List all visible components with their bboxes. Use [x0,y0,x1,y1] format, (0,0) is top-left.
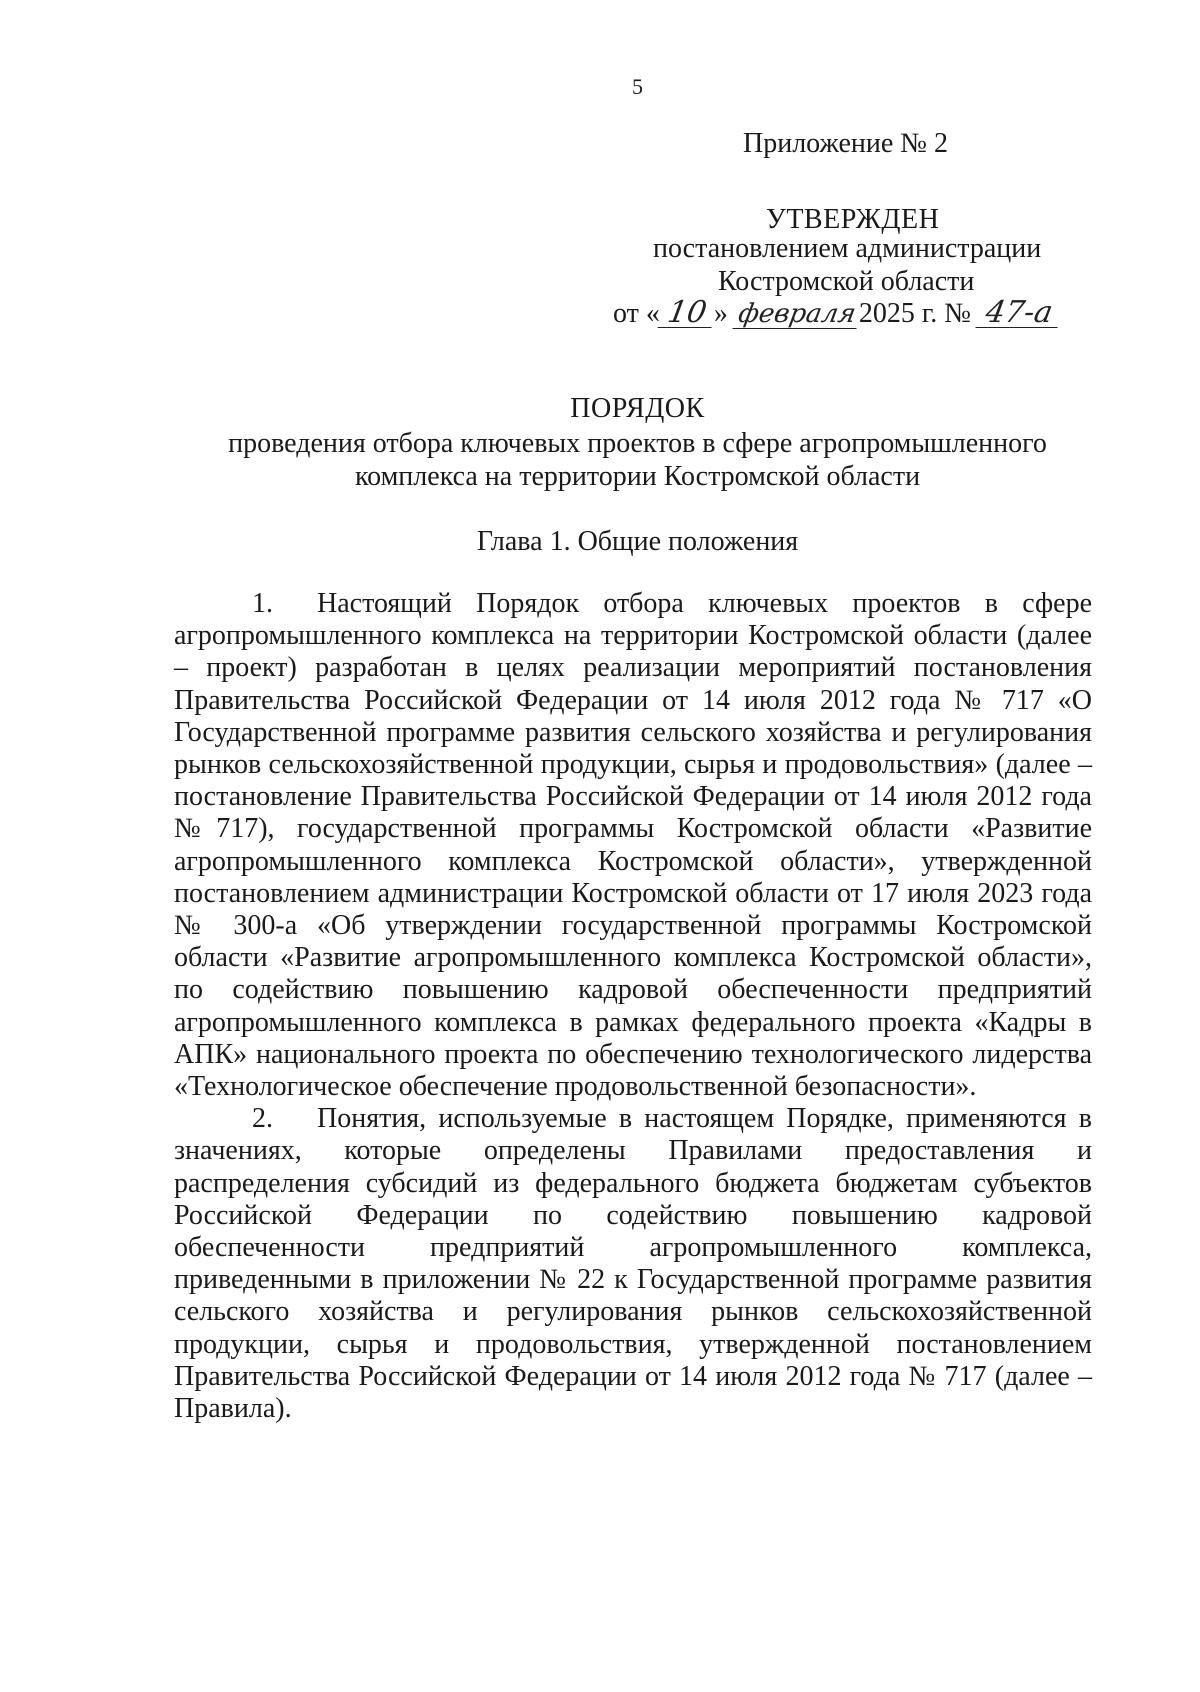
paragraph-1 [174,588,1092,1103]
appendix-label: Приложение № 2 [743,128,948,159]
date-year: 2025 г. № [858,298,971,329]
paragraph-number: 1. [252,588,273,619]
document-subtitle-line2: комплекса на территории Костромской области [354,461,921,492]
document-title: ПОРЯДОК [570,393,705,424]
date-prefix: от « [613,298,660,329]
document-subtitle-line1: проведения отбора ключевых проектов в сфере агропромышленного [228,428,1047,459]
approved-region-line: Костромской области [718,266,975,297]
document-body [174,588,1092,1425]
handwritten-month: февраля [732,300,861,329]
paragraph-number: 2. [252,1103,273,1135]
handwritten-day: 10 [657,299,716,328]
page-number: 5 [632,74,643,99]
approved-heading: УТВЕРЖДЕН [766,204,940,235]
date-quote-close: » [713,298,728,329]
paragraph-text: Понятия, используемые в настоящем Порядке, применяются в значениях, которые определены Правилами предоставления и распределения субсидий из федерального бюджета бюджетам субъектов Российской Федерации по содействию повышению кадровой обеспеченности предприятий агропромышленного комплекса, приведенными в приложении № 22 к Государственной программе развития сельского хозяйства и регулирования рынков сельскохозяйственной продукции, сырья и продовольствия, утвержденной постановлением Правительства Российской Федерации от 14 июля 2012 года № 717 (далее – Правила). [174,1103,1092,1425]
approval-date-line [613,297,1060,331]
paragraph-text: Настоящий Порядок отбора ключевых проектов в сфере агропромышленного комплекса на территории Костромской области (далее – проект) разработан в целях реализации мероприятий постановления Правительства Российской Федерации от 14 июля 2012 года № 717 «О Государственной программе развития сельского хозяйства и регулирования рынков сельскохозяйственной продукции, сырья и продовольствия» (далее – постановление Правительства Российской Федерации от 14 июля 2012 года №717), государственной программы Костромской области «Развитие агропромышленного комплекса Костромской области», утвержденной постановлением администрации Костромской области от 17 июля 2023 года № 300-а «Об утверждении государственной программы Костромской области «Развитие агропромышленного комплекса Костромской области», по содействию повышению кадровой обеспеченности предприятий агропромышленного комплекса в рамках федерального проекта «Кадры в АПК» национального проекта по обеспечению технологического лидерства «Технологическое обеспечение продовольственной безопасности». [174,588,1092,1103]
handwritten-number: 47-а [975,299,1062,328]
paragraph-2 [174,1103,1092,1425]
chapter-heading: Глава 1. Общие положения [476,526,799,557]
approved-by-line: постановлением администрации [653,233,1042,264]
